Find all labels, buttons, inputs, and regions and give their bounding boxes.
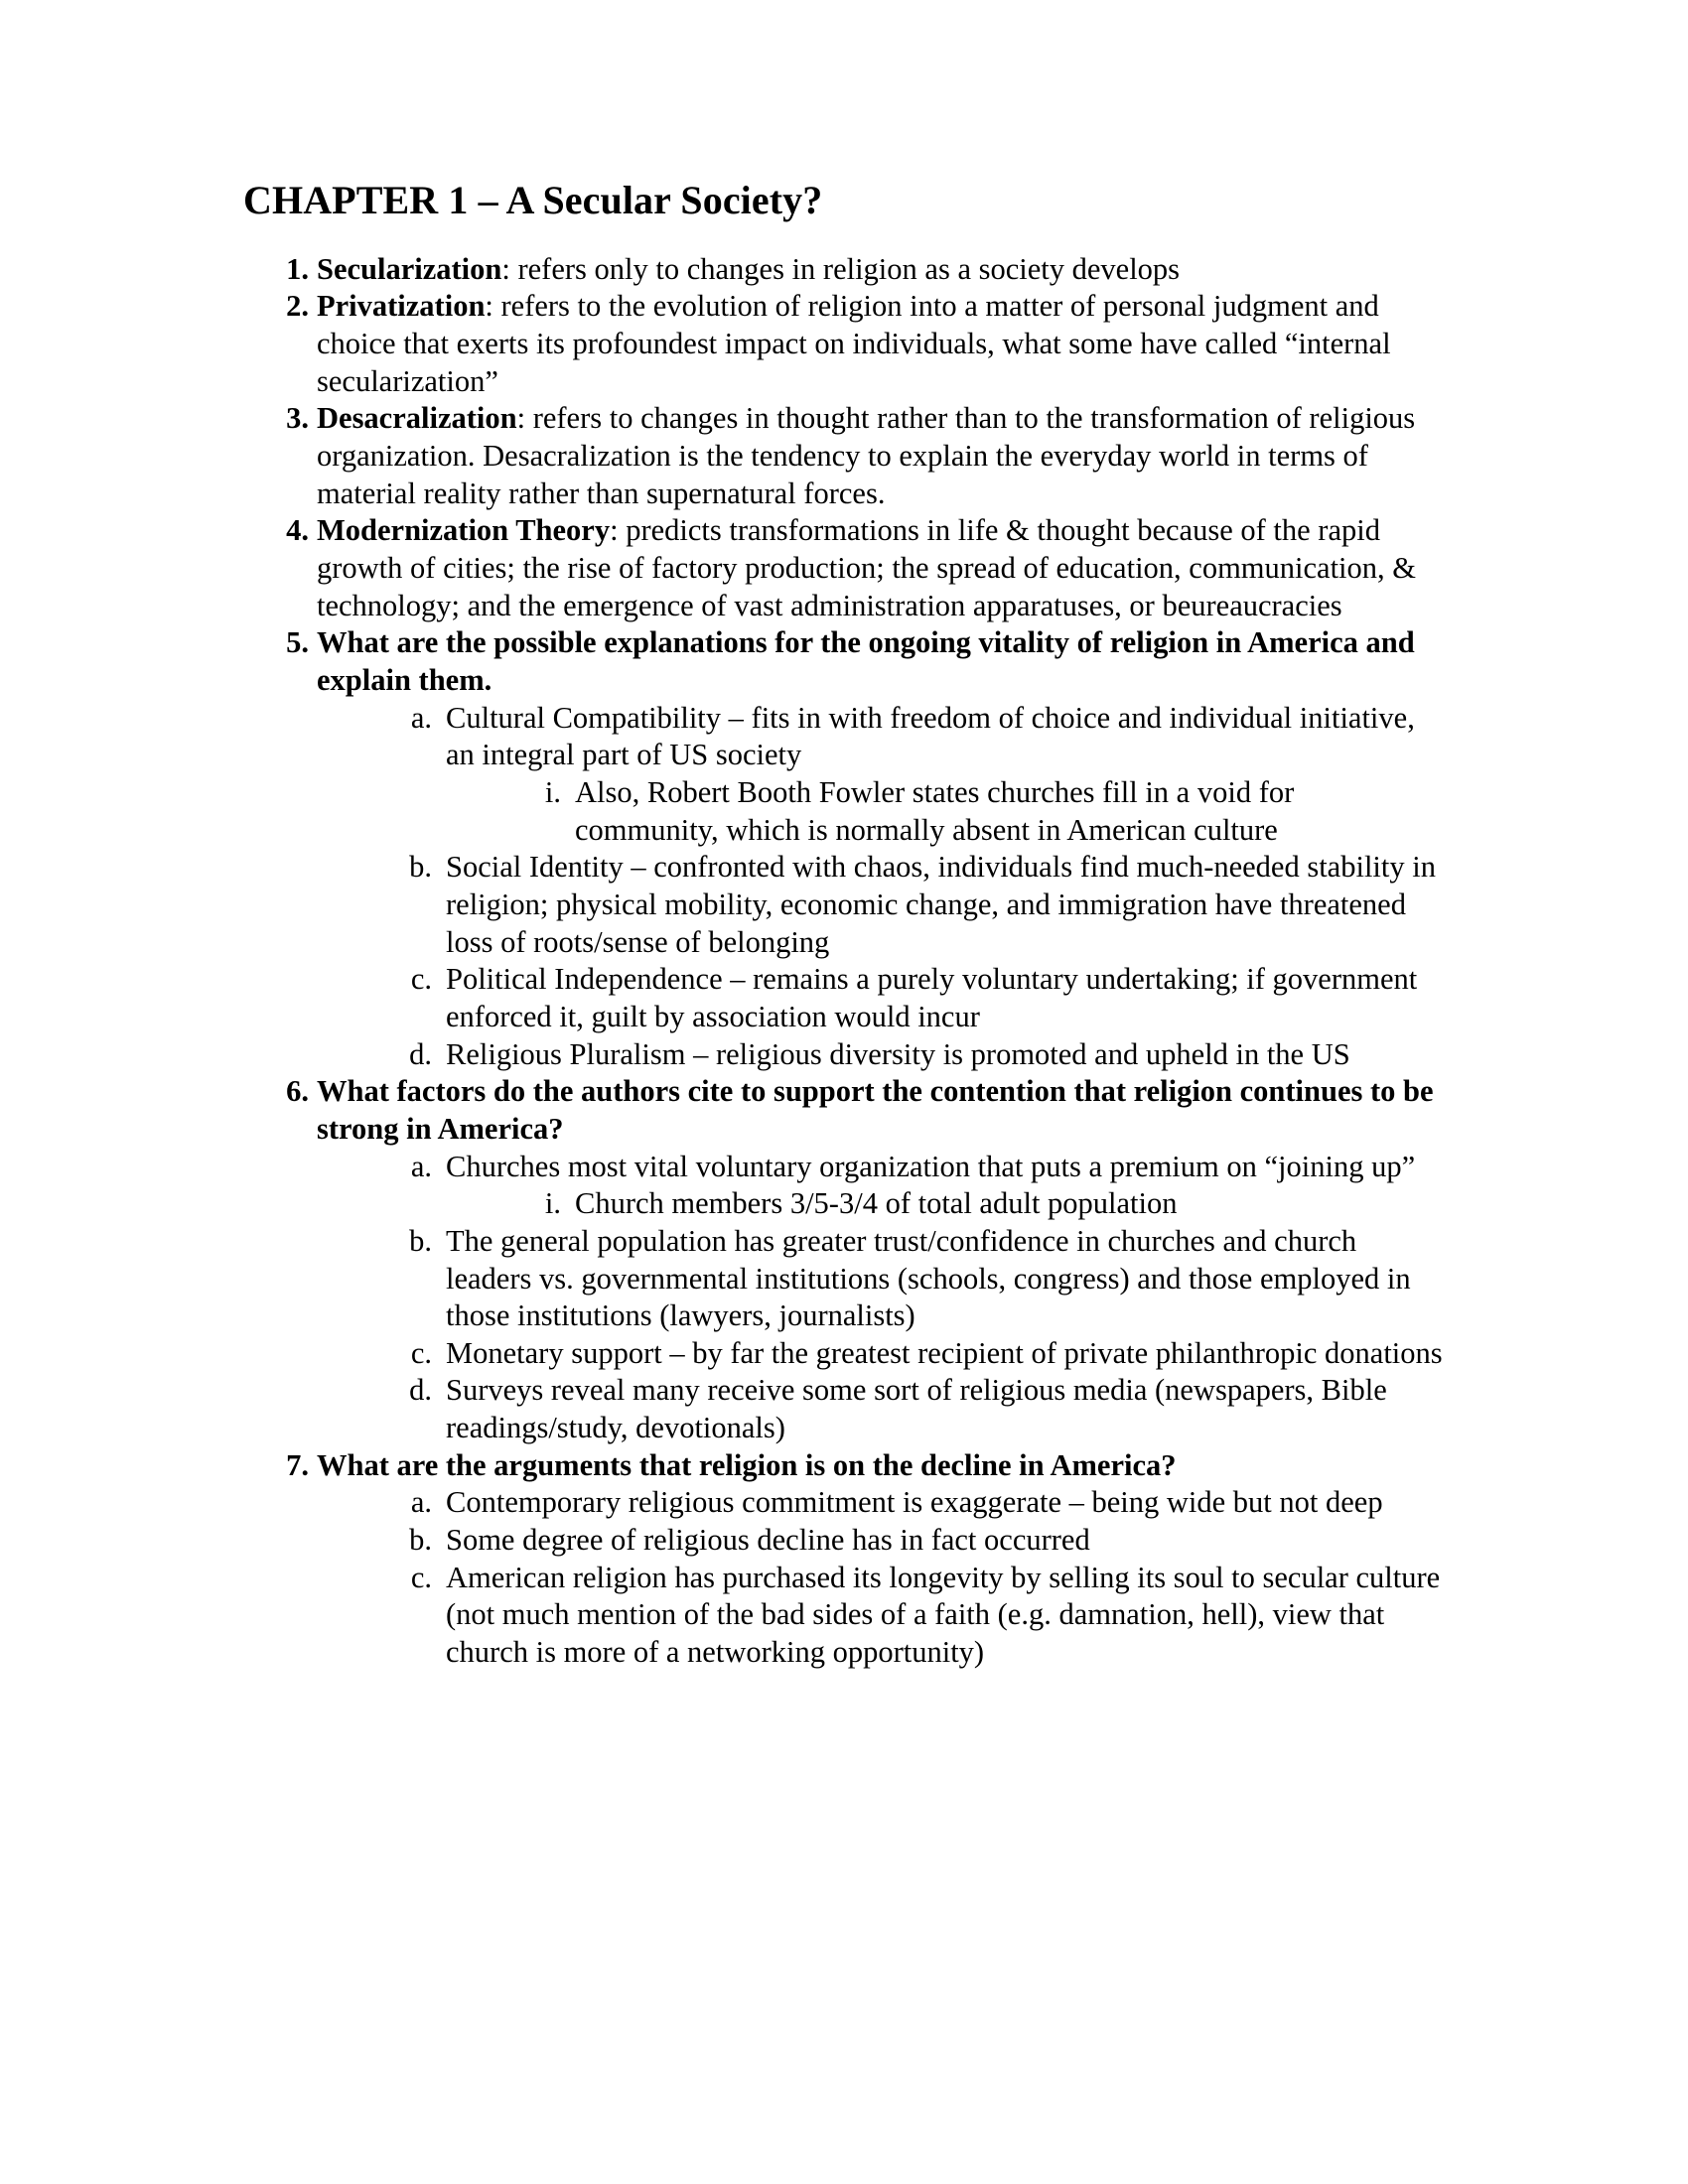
outline-subitem-text: American religion has purchased its longevity by selling its soul to secular culture (not much mention of the bad sides of a faith (e.g. damnation, hell), view that church is more of a networking opportunity) <box>446 1560 1441 1670</box>
list-marker-number: 7. <box>286 1447 309 1482</box>
outline-sublist-roman <box>507 1185 1445 1223</box>
list-marker-letter: d. <box>409 1036 432 1071</box>
outline-subsubitem-text: Church members 3/5-3/4 of total adult population <box>575 1186 1178 1221</box>
outline-item-level1 <box>243 288 1445 400</box>
outline-item-level3 <box>507 774 1445 849</box>
outline-item-text: Desacralization: refers to changes in thought rather than to the transformation of religious organization. Desacralization is the tendency to explain the everyday world in terms of material reality rather than supernatural forces. <box>317 401 1416 510</box>
outline-item-text: Secularization: refers only to changes in religion as a society develops <box>317 251 1181 286</box>
outline-subitem-text: Churches most vital voluntary organization that puts a premium on “joining up” <box>446 1149 1416 1183</box>
list-marker-letter: c. <box>410 1335 432 1370</box>
list-marker-letter: c. <box>410 962 432 997</box>
list-marker-number: 3. <box>286 401 309 436</box>
list-marker-letter: b. <box>409 850 432 885</box>
list-marker-roman: i. <box>544 1186 561 1221</box>
outline-item-text <box>317 1073 1445 1148</box>
outline-item-level2 <box>378 700 1445 850</box>
outline-item-level2 <box>378 1560 1445 1672</box>
outline-item-level1 <box>243 624 1445 1073</box>
outline-sublist-letters <box>378 700 1445 1074</box>
outline-item-level1 <box>243 1073 1445 1447</box>
list-marker-roman: i. <box>544 774 561 809</box>
list-marker-number: 4. <box>286 513 309 548</box>
outline-subitem-text: The general population has greater trust/confidence in churches and church leaders vs. governmental institutions (schools, congress) and those employed in those institutions (lawyers, journalists) <box>446 1223 1411 1333</box>
outline-subitem-text: Religious Pluralism – religious diversity is promoted and upheld in the US <box>446 1036 1350 1071</box>
outline-item-level3 <box>507 1185 1445 1223</box>
defined-term: Modernization Theory <box>317 513 611 548</box>
outline-sublist-letters <box>378 1484 1445 1671</box>
outline-item-level2 <box>378 1149 1445 1223</box>
list-marker-letter: c. <box>410 1560 432 1594</box>
outline-item-level2 <box>378 1335 1445 1373</box>
list-marker-letter: a. <box>410 700 432 735</box>
question-text: What factors do the authors cite to support the contention that religion continues to be strong in America? <box>317 1074 1434 1146</box>
outline-item-level2 <box>378 1372 1445 1446</box>
list-marker-number: 2. <box>286 289 309 324</box>
outline-item-text <box>317 1447 1445 1485</box>
outline-item-level2 <box>378 1036 1445 1074</box>
sublist-wrapper <box>378 1484 1445 1671</box>
outline-subitem-text: Some degree of religious decline has in fact occurred <box>446 1523 1090 1558</box>
defined-term: Desacralization <box>317 401 517 436</box>
defined-term: Secularization <box>317 251 502 286</box>
outline-item-text: Privatization: refers to the evolution of religion into a matter of personal judgment and choice that exerts its profoundest impact on individuals, what some have called “internal secularization” <box>317 289 1391 398</box>
list-marker-number: 6. <box>286 1074 309 1109</box>
outline-subitem-text: Cultural Compatibility – fits in with freedom of choice and individual initiative, an integral part of US society <box>446 700 1415 772</box>
outline-subsubitem-text: Also, Robert Booth Fowler states churches fill in a void for community, which is normally absent in American culture <box>575 774 1295 847</box>
outline-subitem-text: Monetary support – by far the greatest recipient of private philanthropic donations <box>446 1335 1443 1370</box>
sublist-wrapper <box>378 700 1445 1074</box>
outline-subitem-text: Surveys reveal many receive some sort of religious media (newspapers, Bible readings/study, devotionals) <box>446 1373 1387 1445</box>
outline-item-level1 <box>243 1447 1445 1672</box>
list-marker-number: 5. <box>286 625 309 660</box>
outline-item-text <box>317 624 1445 699</box>
question-text: What are the possible explanations for the ongoing vitality of religion in America and explain them. <box>317 625 1415 698</box>
sublist-wrapper <box>378 1149 1445 1447</box>
question-text: What are the arguments that religion is on the decline in America? <box>317 1447 1177 1482</box>
list-marker-letter: d. <box>409 1373 432 1408</box>
outline-item-level1 <box>243 251 1445 289</box>
outline-sublist-letters <box>378 1149 1445 1447</box>
outline-item-level2 <box>378 1223 1445 1335</box>
list-marker-letter: a. <box>410 1485 432 1520</box>
outline-item-level1 <box>243 400 1445 512</box>
outline-sublist-roman <box>507 774 1445 849</box>
outline-item-level2 <box>378 849 1445 961</box>
page-title: CHAPTER 1 – A Secular Society? <box>243 178 823 222</box>
list-marker-letter: a. <box>410 1149 432 1183</box>
list-marker-letter: b. <box>409 1523 432 1558</box>
outline-item-level2 <box>378 1522 1445 1560</box>
outline-item-level1 <box>243 512 1445 624</box>
outline-list <box>243 251 1445 1672</box>
list-marker-number: 1. <box>286 251 309 286</box>
outline-subitem-text: Social Identity – confronted with chaos, individuals find much-needed stability in religion; physical mobility, economic change, and immigration have threatened loss of roots/sense of belonging <box>446 850 1436 959</box>
list-marker-letter: b. <box>409 1223 432 1258</box>
page-content <box>243 179 1445 1672</box>
outline-item-level2 <box>378 961 1445 1035</box>
outline-subitem-text: Contemporary religious commitment is exaggerate – being wide but not deep <box>446 1485 1383 1520</box>
outline-subitem-text: Political Independence – remains a purely voluntary undertaking; if government enforced it, guilt by association would incur <box>446 962 1418 1033</box>
outline-item-level2 <box>378 1484 1445 1522</box>
defined-term: Privatization <box>317 289 486 324</box>
outline-item-text: Modernization Theory: predicts transformations in life & thought because of the rapid growth of cities; the rise of factory production; the spread of education, communication, & technology; and the emergence of vast administration apparatuses, or beureaucracies <box>317 513 1416 622</box>
